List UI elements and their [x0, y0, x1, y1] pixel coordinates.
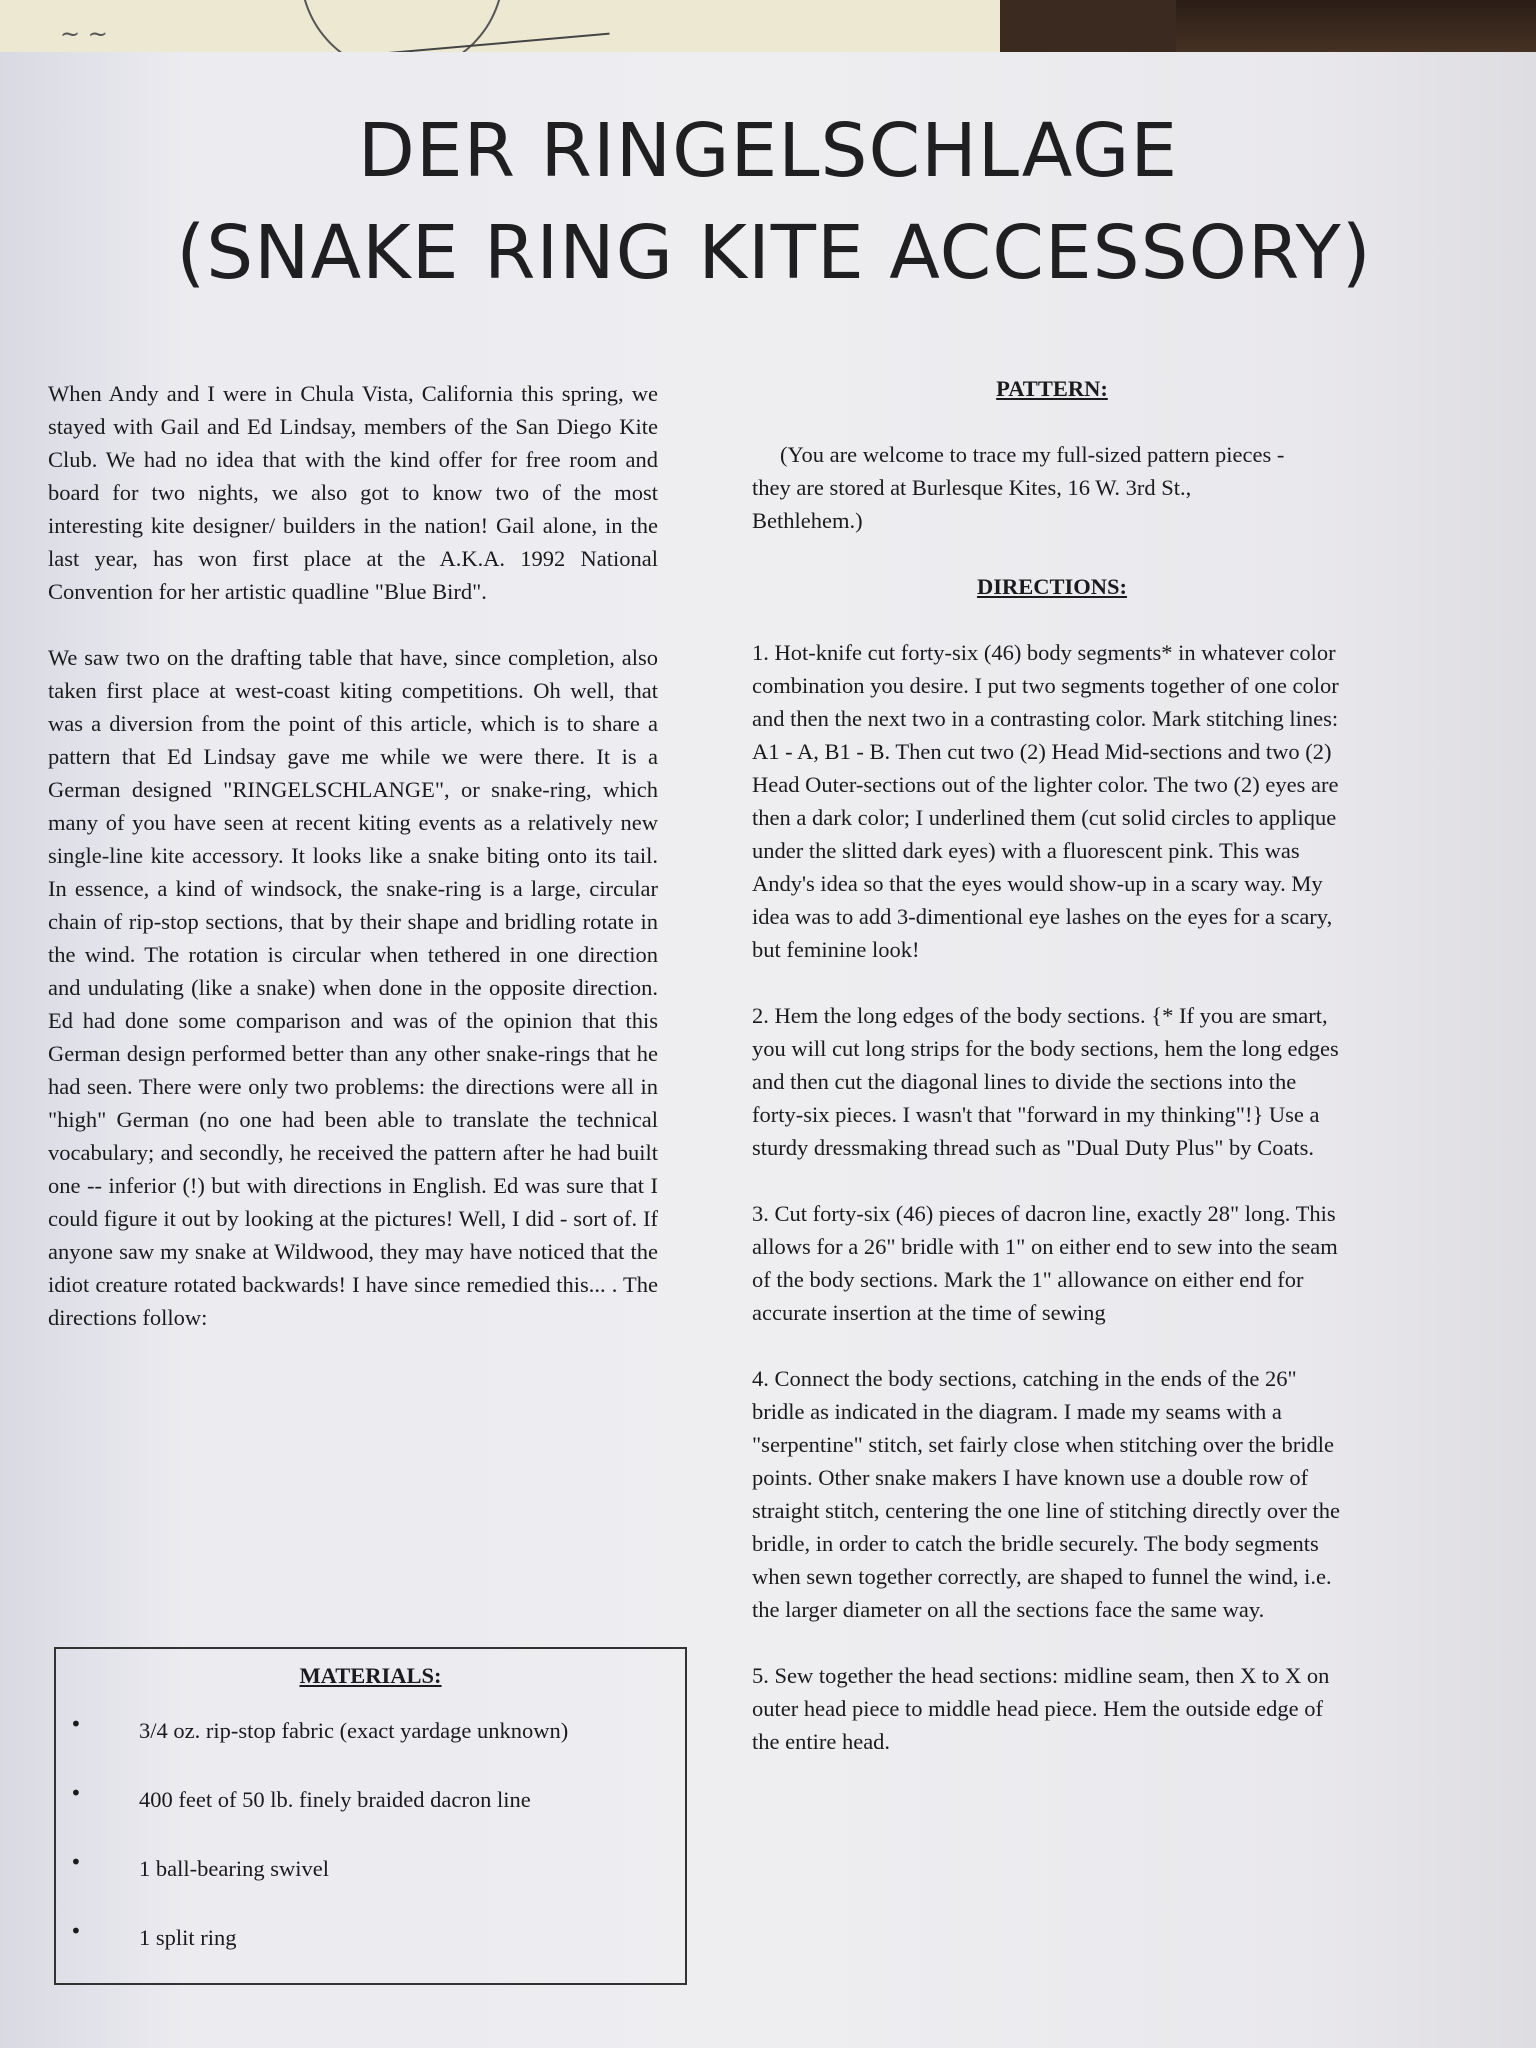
- direction-step: 3. Cut forty-six (46) pieces of dacron line, exactly 28" long. This allows for a 26" bridle with 1" on either end to sew into the seam of the body sections. Mark the 1" allowance on either end for accurate insertion at the time of sewing: [752, 1201, 1338, 1325]
- materials-item: [56, 1852, 685, 1885]
- materials-item: [56, 1921, 685, 1954]
- bullet-icon: •: [70, 1712, 82, 1736]
- bullet-icon: •: [70, 1781, 82, 1805]
- direction-step: 4. Connect the body sections, catching in the ends of the 26" bridle as indicated in the diagram. I made my seams with a "serpentine" stitch, set fairly close when stitching over the bridle points. Other snake makers I have known use a double row of straight stitch, centering the one line of stitching directly over the bridle, in order to catch the bridle securely. The body segments when sewn together correctly, are shaped to funnel the wind, i.e. the larger diameter on all the sections face the same way.: [752, 1366, 1340, 1622]
- left-column: [48, 377, 658, 1367]
- bullet-icon: •: [70, 1919, 82, 1943]
- materials-item-text: 3/4 oz. rip-stop fabric (exact yardage unknown): [139, 1718, 569, 1743]
- right-column: [752, 372, 1352, 1791]
- materials-item: [56, 1714, 685, 1747]
- materials-heading: MATERIALS:: [299, 1663, 442, 1688]
- materials-item-text: 400 feet of 50 lb. finely braided dacron line: [139, 1787, 531, 1812]
- document-title: DER RINGELSCHLAGE: [357, 108, 1179, 194]
- intro-paragraph: When Andy and I were in Chula Vista, California this spring, we stayed with Gail and Ed Lindsay, members of the San Diego Kite Club. We had no idea that with the kind offer for free room and board for two nights, we also got to know two of the most interesting kite designer/ builders in the nation! Gail alone, in the last year, has won first place at the A.K.A. 1992 National Convention for her artistic quadline "Blue Bird".: [48, 381, 658, 604]
- materials-box: [54, 1647, 687, 1985]
- direction-step: 2. Hem the long edges of the body sections. {* If you are smart, you will cut long strips for the body sections, hem the long edges and then cut the diagonal lines to divide the sections into the forty-six pieces. I wasn't that "forward in my thinking"!} Use a sturdy dressmaking thread such as "Dual Duty Plus" by Coats.: [752, 1003, 1339, 1160]
- materials-item-text: 1 ball-bearing swivel: [139, 1856, 329, 1881]
- sketch-scribble-drawing: ~ ~: [60, 20, 108, 48]
- directions-heading: DIRECTIONS:: [976, 574, 1128, 599]
- table-surface: [1176, 0, 1536, 60]
- materials-item: [56, 1783, 685, 1816]
- materials-item-text: 1 split ring: [139, 1925, 237, 1950]
- direction-step: 5. Sew together the head sections: midline seam, then X to X on outer head piece to middle head piece. Hem the outside edge of the entire head.: [752, 1663, 1330, 1754]
- story-paragraph: We saw two on the drafting table that have, since completion, also taken first place at west-coast kiting competitions. Oh well, that was a diversion from the point of this article, which is to share a pattern that Ed Lindsay gave me while we were there. It is a German designed "RINGELSCHLANGE", or snake-ring, which many of you have seen at recent kiting events as a relatively new single-line kite accessory. It looks like a snake biting onto its tail. In essence, a kind of windsock, the snake-ring is a large, circular chain of rip-stop sections, that by their shape and bridling rotate in the wind. The rotation is circular when tethered in one direction and undulating (like a snake) when done in the opposite direction. Ed had done some comparison and was of the opinion that this German design performed better than any other snake-rings that he had seen. There were only two problems: the directions were all in "high" German (no one had been able to translate the technical vocabulary; and secondly, he received the pattern after he had built one -- inferior (!) but with directions in English. Ed was sure that I could figure it out by looking at the pictures! Well, I did - sort of. If anyone saw my snake at Wildwood, they may have noticed that the idiot creature rotated backwards! I have since remedied this... . The directions follow:: [48, 645, 658, 1330]
- direction-step: 1. Hot-knife cut forty-six (46) body segments* in whatever color combination you desire. I put two segments together of one color and then the next two in a contrasting color. Mark stitching lines: A1 - A, B1 - B. Then cut two (2) Head Mid-sections and two (2) Head Outer-sections out of the lighter color. The two (2) eyes are then a dark color; I underlined them (cut solid circles to applique under the slitted dark eyes) with a fluorescent pink. This was Andy's idea so that the eyes would show-up in a scary way. My idea was to add 3-dimentional eye lashes on the eyes for a scary, but feminine look!: [752, 640, 1339, 962]
- document-page: [0, 52, 1536, 2048]
- materials-list: [56, 1714, 685, 1954]
- pattern-note: (You are welcome to trace my full-sized pattern pieces - they are stored at Burlesque Kites, 16 W. 3rd St., Bethlehem.): [752, 442, 1285, 533]
- bullet-icon: •: [70, 1850, 82, 1874]
- pattern-heading: PATTERN:: [996, 376, 1108, 401]
- document-subtitle: (SNAKE RING KITE ACCESSORY): [176, 210, 1372, 296]
